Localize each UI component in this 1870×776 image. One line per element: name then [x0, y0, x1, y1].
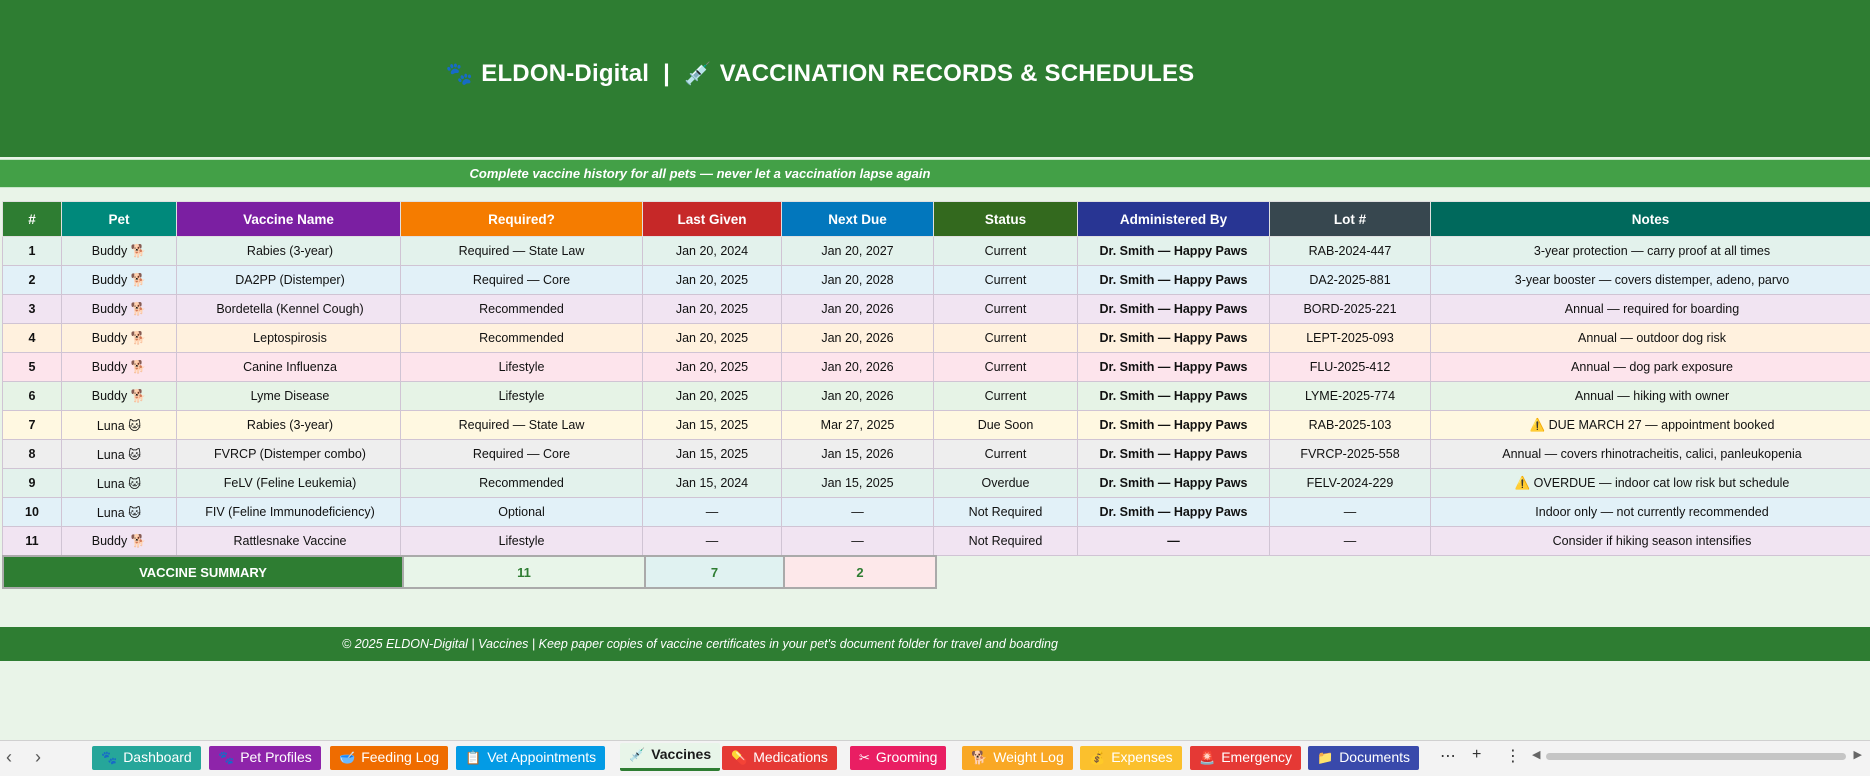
tab-emergency[interactable]: 🚨 Emergency [1190, 746, 1301, 770]
cell-status[interactable]: Current [934, 295, 1078, 324]
tab-dashboard[interactable]: 🐾 Dashboard [92, 746, 201, 770]
cell-lot[interactable]: RAB-2024-447 [1270, 237, 1431, 266]
cell-administered-by[interactable]: Dr. Smith — Happy Paws [1078, 382, 1270, 411]
cell-last-given[interactable]: Jan 20, 2025 [643, 382, 782, 411]
clipboard-icon: 📋 [465, 750, 482, 765]
syringe-icon: 💉 [629, 747, 646, 762]
vaccine-summary [2, 555, 937, 589]
cell-number[interactable]: 4 [3, 324, 62, 353]
tab-medications[interactable]: 💊 Medications [722, 746, 837, 770]
header-banner [0, 0, 1870, 157]
cell-vaccine[interactable]: Lyme Disease [177, 382, 401, 411]
cell-notes[interactable]: Annual — dog park exposure [1431, 353, 1870, 382]
cell-last-given[interactable]: — [643, 527, 782, 556]
cell-required[interactable]: Required — Core [401, 266, 643, 295]
cell-administered-by[interactable]: Dr. Smith — Happy Paws [1078, 411, 1270, 440]
title-separator: | [663, 60, 671, 87]
cell-next-due[interactable]: — [782, 498, 934, 527]
cell-pet[interactable]: Buddy 🐕 [62, 324, 177, 353]
sheet-menu-icon[interactable]: ⋮ [1505, 748, 1521, 765]
cell-administered-by[interactable]: Dr. Smith — Happy Paws [1078, 266, 1270, 295]
cell-next-due[interactable]: Jan 15, 2025 [782, 469, 934, 498]
cell-lot[interactable]: LYME-2025-774 [1270, 382, 1431, 411]
paw-icon: 🐾 [445, 61, 474, 86]
cell-administered-by[interactable]: Dr. Smith — Happy Paws [1078, 295, 1270, 324]
cell-number[interactable]: 9 [3, 469, 62, 498]
cell-lot[interactable]: DA2-2025-881 [1270, 266, 1431, 295]
cell-number[interactable]: 1 [3, 237, 62, 266]
cell-pet[interactable]: Luna 🐱 [62, 469, 177, 498]
cell-pet[interactable]: Luna 🐱 [62, 440, 177, 469]
tab-vet-appointments[interactable]: 📋 Vet Appointments [456, 746, 605, 770]
cell-notes[interactable]: Annual — outdoor dog risk [1431, 324, 1870, 353]
summary-row [3, 556, 936, 588]
cell-administered-by[interactable]: Dr. Smith — Happy Paws [1078, 324, 1270, 353]
cell-notes[interactable]: ⚠️ DUE MARCH 27 — appointment booked [1431, 411, 1870, 440]
table-row [3, 295, 1870, 324]
cell-notes[interactable]: Annual — required for boarding [1431, 295, 1870, 324]
cell-status[interactable]: Current [934, 324, 1078, 353]
cell-lot[interactable]: RAB-2025-103 [1270, 411, 1431, 440]
sheet-tab-bar [0, 740, 1870, 776]
cell-last-given[interactable]: Jan 20, 2025 [643, 353, 782, 382]
cell-last-given[interactable]: Jan 20, 2025 [643, 324, 782, 353]
summary-total[interactable]: 11 [403, 556, 645, 588]
cell-status[interactable]: Current [934, 440, 1078, 469]
header-administered-by[interactable]: Administered By [1078, 202, 1270, 237]
tab-pet-profiles[interactable]: 🐾 Pet Profiles [209, 746, 321, 770]
cell-vaccine[interactable]: Canine Influenza [177, 353, 401, 382]
cell-pet[interactable]: Buddy 🐕 [62, 527, 177, 556]
cell-required[interactable]: Required — Core [401, 440, 643, 469]
table-row [3, 469, 1870, 498]
cell-number[interactable]: 3 [3, 295, 62, 324]
pill-icon: 💊 [731, 750, 748, 765]
cell-vaccine[interactable]: FeLV (Feline Leukemia) [177, 469, 401, 498]
cell-pet[interactable]: Buddy 🐕 [62, 266, 177, 295]
summary-label[interactable]: VACCINE SUMMARY [3, 556, 403, 588]
footer-text: © 2025 ELDON-Digital | Vaccines | Keep paper copies of vaccine certificates in your pet's document folder for travel and boarding [342, 637, 1058, 651]
cell-pet[interactable]: Buddy 🐕 [62, 295, 177, 324]
header-status[interactable]: Status [934, 202, 1078, 237]
cell-required[interactable]: Lifestyle [401, 382, 643, 411]
cell-administered-by[interactable]: Dr. Smith — Happy Paws [1078, 440, 1270, 469]
header-last-given[interactable]: Last Given [643, 202, 782, 237]
cell-required[interactable]: Recommended [401, 295, 643, 324]
table-row [3, 498, 1870, 527]
vaccination-table [2, 201, 1870, 556]
cell-required[interactable]: Required — State Law [401, 237, 643, 266]
table-row [3, 324, 1870, 353]
cell-next-due[interactable]: Jan 20, 2026 [782, 353, 934, 382]
bowl-icon: 🥣 [339, 750, 356, 765]
header-pet[interactable]: Pet [62, 202, 177, 237]
cell-next-due[interactable]: Jan 20, 2027 [782, 237, 934, 266]
cell-vaccine[interactable]: Leptospirosis [177, 324, 401, 353]
tab-feeding-log[interactable]: 🥣 Feeding Log [330, 746, 448, 770]
cell-notes[interactable]: 3-year booster — covers distemper, adeno, parvo [1431, 266, 1870, 295]
cell-required[interactable]: Recommended [401, 324, 643, 353]
table-row [3, 440, 1870, 469]
cell-next-due[interactable]: Jan 20, 2026 [782, 324, 934, 353]
header-required[interactable]: Required? [401, 202, 643, 237]
cell-vaccine[interactable]: FIV (Feline Immunodeficiency) [177, 498, 401, 527]
cell-number[interactable]: 6 [3, 382, 62, 411]
cell-administered-by[interactable]: Dr. Smith — Happy Paws [1078, 498, 1270, 527]
cell-notes[interactable]: Annual — hiking with owner [1431, 382, 1870, 411]
cell-required[interactable]: Required — State Law [401, 411, 643, 440]
tab-grooming[interactable]: ✂ Grooming [850, 746, 946, 770]
cell-next-due[interactable]: Jan 15, 2026 [782, 440, 934, 469]
cell-status[interactable]: Current [934, 382, 1078, 411]
scroll-right-icon[interactable]: ▶ [1853, 749, 1862, 761]
summary-current[interactable]: 7 [645, 556, 784, 588]
cell-status[interactable]: Overdue [934, 469, 1078, 498]
cell-administered-by[interactable]: Dr. Smith — Happy Paws [1078, 469, 1270, 498]
cell-number[interactable]: 8 [3, 440, 62, 469]
cell-last-given[interactable]: Jan 20, 2025 [643, 295, 782, 324]
cell-lot[interactable]: LEPT-2025-093 [1270, 324, 1431, 353]
cell-number[interactable]: 7 [3, 411, 62, 440]
header-lot-number[interactable]: Lot # [1270, 202, 1431, 237]
cell-lot[interactable]: FVRCP-2025-558 [1270, 440, 1431, 469]
cell-lot[interactable]: BORD-2025-221 [1270, 295, 1431, 324]
table-row [3, 237, 1870, 266]
cell-lot[interactable]: — [1270, 498, 1431, 527]
cell-vaccine[interactable]: Bordetella (Kennel Cough) [177, 295, 401, 324]
cell-last-given[interactable]: Jan 15, 2025 [643, 411, 782, 440]
cell-notes[interactable]: Indoor only — not currently recommended [1431, 498, 1870, 527]
cell-administered-by[interactable]: — [1078, 527, 1270, 556]
table-row [3, 353, 1870, 382]
table-row [3, 382, 1870, 411]
cell-vaccine[interactable]: DA2PP (Distemper) [177, 266, 401, 295]
table-row [3, 527, 1870, 556]
horizontal-scrollbar[interactable] [1532, 749, 1862, 763]
money-bag-icon: 💰 [1089, 750, 1106, 765]
cell-last-given[interactable]: Jan 20, 2024 [643, 237, 782, 266]
syringe-icon: 💉 [684, 61, 712, 86]
cell-status[interactable]: Current [934, 266, 1078, 295]
cell-pet[interactable]: Buddy 🐕 [62, 237, 177, 266]
cell-next-due[interactable]: Jan 20, 2026 [782, 382, 934, 411]
scissors-icon: ✂ [859, 750, 870, 765]
cell-required[interactable]: Lifestyle [401, 353, 643, 382]
table-row [3, 266, 1870, 295]
cell-next-due[interactable]: Jan 20, 2028 [782, 266, 934, 295]
subtitle-band [0, 159, 1870, 188]
cell-vaccine[interactable]: FVRCP (Distemper combo) [177, 440, 401, 469]
scrollbar-thumb[interactable] [1546, 753, 1846, 760]
cell-administered-by[interactable]: Dr. Smith — Happy Paws [1078, 353, 1270, 382]
dog-icon: 🐕 [971, 750, 988, 765]
table-header-row [3, 202, 1870, 237]
cell-number[interactable]: 2 [3, 266, 62, 295]
paw-icon: 🐾 [101, 750, 118, 765]
section-title: VACCINATION RECORDS & SCHEDULES [719, 60, 1195, 87]
cell-notes[interactable]: ⚠️ OVERDUE — indoor cat low risk but schedule [1431, 469, 1870, 498]
cell-required[interactable]: Optional [401, 498, 643, 527]
cell-next-due[interactable]: Jan 20, 2026 [782, 295, 934, 324]
table-row [3, 411, 1870, 440]
cell-status[interactable]: Not Required [934, 527, 1078, 556]
cell-notes[interactable]: Consider if hiking season intensifies [1431, 527, 1870, 556]
tab-vaccines[interactable]: 💉 Vaccines [620, 743, 720, 771]
brand-name: ELDON-Digital [481, 60, 650, 87]
cell-status[interactable]: Current [934, 237, 1078, 266]
cell-last-given[interactable]: — [643, 498, 782, 527]
cell-number[interactable]: 11 [3, 527, 62, 556]
cell-last-given[interactable]: Jan 15, 2025 [643, 440, 782, 469]
cell-vaccine[interactable]: Rabies (3-year) [177, 237, 401, 266]
tab-weight-log[interactable]: 🐕 Weight Log [962, 746, 1073, 770]
cell-notes[interactable]: 3-year protection — carry proof at all times [1431, 237, 1870, 266]
subtitle: Complete vaccine history for all pets — never let a vaccination lapse again [469, 166, 931, 181]
folder-icon: 📁 [1317, 750, 1334, 765]
cell-number[interactable]: 5 [3, 353, 62, 382]
cell-pet[interactable]: Buddy 🐕 [62, 353, 177, 382]
add-sheet-icon[interactable]: + [1472, 746, 1482, 763]
chevron-left-icon[interactable]: ‹ [6, 747, 12, 767]
cell-status[interactable]: Current [934, 353, 1078, 382]
header-number[interactable]: # [3, 202, 62, 237]
cell-lot[interactable]: — [1270, 527, 1431, 556]
header-next-due[interactable]: Next Due [782, 202, 934, 237]
cell-pet[interactable]: Luna 🐱 [62, 411, 177, 440]
cell-lot[interactable]: FELV-2024-229 [1270, 469, 1431, 498]
siren-icon: 🚨 [1199, 750, 1216, 765]
header-vaccine-name[interactable]: Vaccine Name [177, 202, 401, 237]
footer-banner [0, 627, 1870, 661]
cell-required[interactable]: Recommended [401, 469, 643, 498]
tab-expenses[interactable]: 💰 Expenses [1080, 746, 1182, 770]
cell-status[interactable]: Due Soon [934, 411, 1078, 440]
page-title [0, 60, 1640, 88]
cell-last-given[interactable]: Jan 20, 2025 [643, 266, 782, 295]
cell-required[interactable]: Lifestyle [401, 527, 643, 556]
cell-next-due[interactable]: Mar 27, 2025 [782, 411, 934, 440]
cell-administered-by[interactable]: Dr. Smith — Happy Paws [1078, 237, 1270, 266]
cell-vaccine[interactable]: Rattlesnake Vaccine [177, 527, 401, 556]
cell-number[interactable]: 10 [3, 498, 62, 527]
cell-status[interactable]: Not Required [934, 498, 1078, 527]
scroll-left-icon[interactable]: ◀ [1532, 749, 1541, 761]
paw-icon: 🐾 [218, 750, 235, 765]
chevron-right-icon[interactable]: › [35, 747, 41, 767]
more-sheets-icon[interactable]: ⋯ [1440, 748, 1456, 765]
cell-lot[interactable]: FLU-2025-412 [1270, 353, 1431, 382]
cell-last-given[interactable]: Jan 15, 2024 [643, 469, 782, 498]
cell-next-due[interactable]: — [782, 527, 934, 556]
cell-vaccine[interactable]: Rabies (3-year) [177, 411, 401, 440]
cell-pet[interactable]: Buddy 🐕 [62, 382, 177, 411]
tab-documents[interactable]: 📁 Documents [1308, 746, 1419, 770]
cell-notes[interactable]: Annual — covers rhinotracheitis, calici, panleukopenia [1431, 440, 1870, 469]
summary-attention[interactable]: 2 [784, 556, 936, 588]
cell-pet[interactable]: Luna 🐱 [62, 498, 177, 527]
header-notes[interactable]: Notes [1431, 202, 1870, 237]
